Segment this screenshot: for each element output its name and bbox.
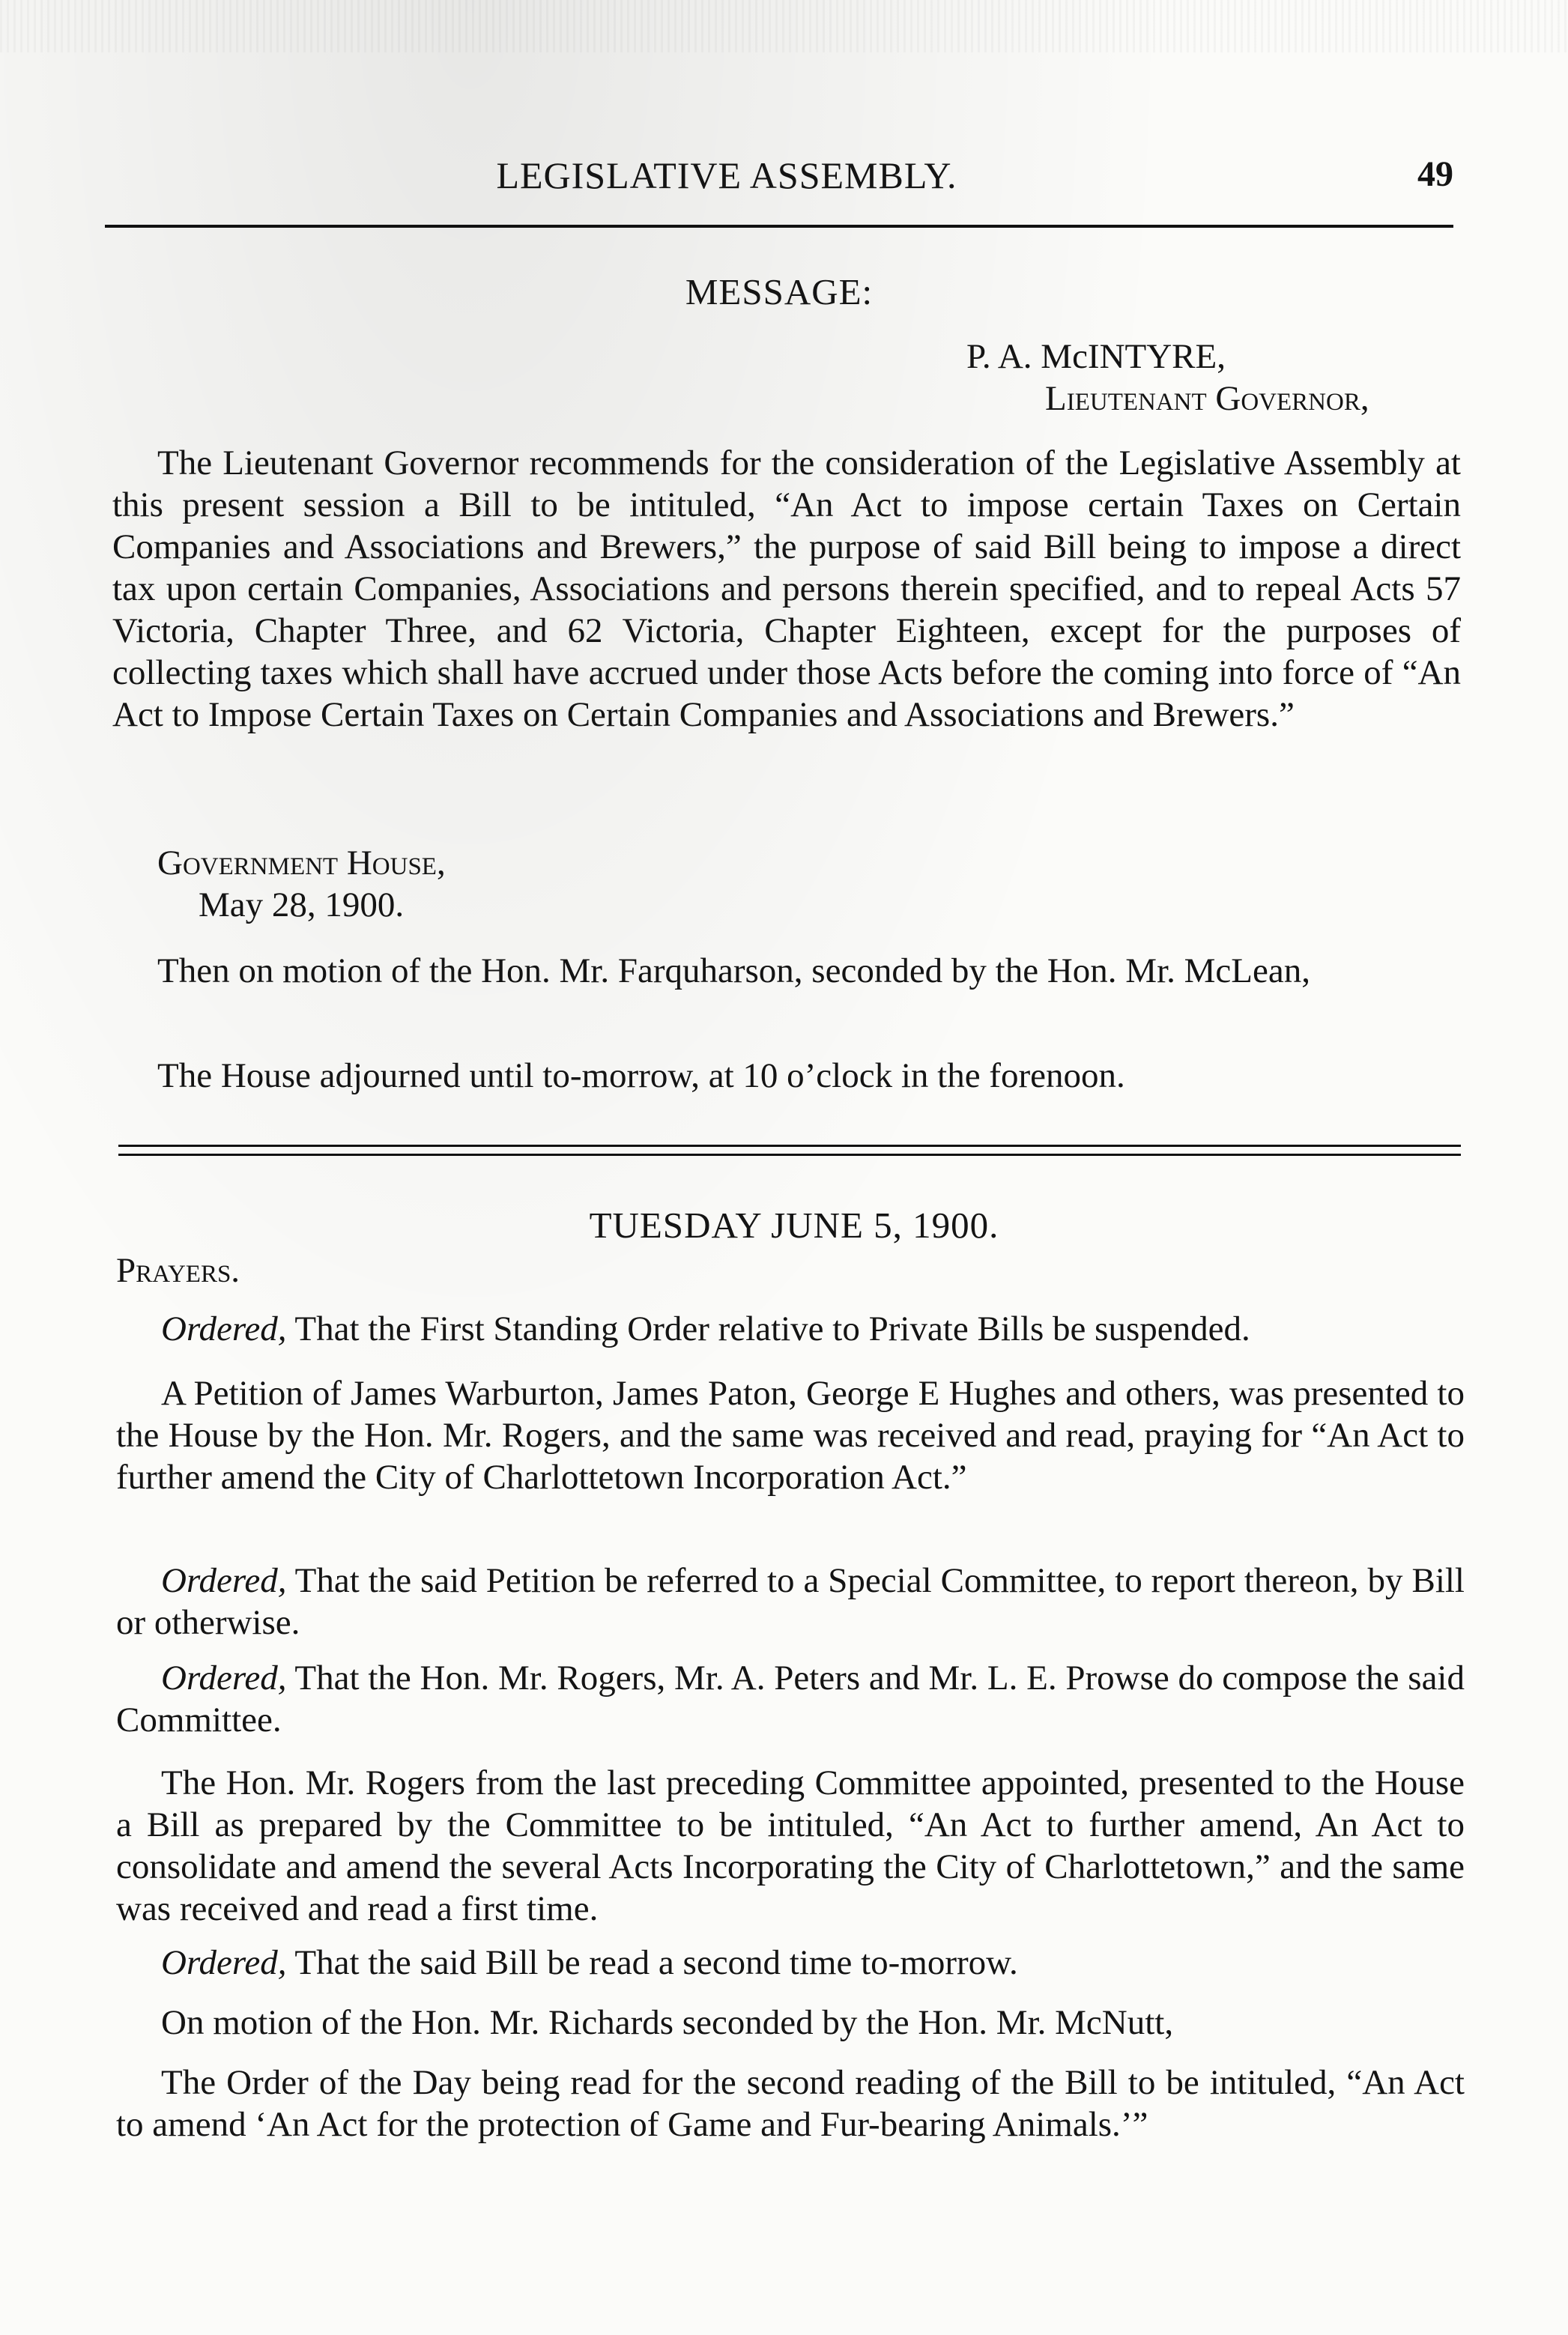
order-day-text: The Order of the Day being read for the second reading of the Bill to be intituled, “An Act to amend ‘An Act for the protection of Game and Fur-bearing Animals.’” — [116, 2063, 1465, 2144]
ordered-lead: Ordered, — [161, 1561, 287, 1600]
ordered-lead: Ordered, — [161, 1943, 287, 1982]
section-double-rule-bottom — [118, 1154, 1461, 1156]
motion-text: On motion of the Hon. Mr. Richards seconded by the Hon. Mr. McNutt, — [161, 2003, 1174, 2042]
order-compose-committee — [116, 1657, 1465, 1741]
scan-edge-texture — [0, 0, 1568, 52]
running-title: LEGISLATIVE ASSEMBLY. — [496, 154, 957, 196]
message-heading: MESSAGE: — [685, 271, 874, 312]
adjournment-text: The House adjourned until to-morrow, at 10 o’clock in the forenoon. — [157, 1056, 1125, 1095]
session-date-heading: TUESDAY JUNE 5, 1900. — [589, 1205, 999, 1246]
order-text: That the First Standing Order relative to Private Bills be suspended. — [286, 1309, 1250, 1348]
bill-text: The Hon. Mr. Rogers from the last preceding Committee appointed, presented to the House a Bill as prepared by the Committee to be intituled, “An Act to further amend, An Act to consolidate and amend the several Acts Incorporating the City of Charlottetown,” and the same was received and read a first time. — [116, 1763, 1465, 1928]
page-number: 49 — [1417, 154, 1453, 194]
order-text: That the said Petition be referred to a Special Committee, to report thereon, by Bill or otherwise. — [116, 1561, 1465, 1642]
signer-name: P. A. McINTYRE, — [966, 337, 1226, 376]
message-place: Government House, — [157, 844, 446, 882]
ordered-lead: Ordered, — [161, 1659, 287, 1698]
order-suspend-standing-order — [116, 1308, 1465, 1350]
prayers-label: Prayers. — [116, 1251, 240, 1290]
order-of-the-day-paragraph — [116, 2062, 1465, 2145]
order-text: That the Hon. Mr. Rogers, Mr. A. Peters and Mr. L. E. Prowse do compose the said Committee. — [116, 1659, 1465, 1739]
motion-richards — [116, 2002, 1465, 2044]
ordered-lead: Ordered, — [161, 1309, 287, 1348]
signer-title: Lieutenant Governor, — [1045, 379, 1369, 418]
petition-text: A Petition of James Warburton, James Paton, George E Hughes and others, was presented to the House by the Hon. Mr. Rogers, and the same was received and read, praying for “An Act to further amend the City of Charlottetown Incorporation Act.” — [116, 1374, 1465, 1497]
running-header — [112, 154, 1461, 199]
motion-text: Then on motion of the Hon. Mr. Farquharson, seconded by the Hon. Mr. McLean, — [157, 951, 1310, 990]
committee-bill-paragraph — [116, 1762, 1465, 1930]
order-refer-petition — [116, 1560, 1465, 1644]
message-date: May 28, 1900. — [199, 885, 405, 924]
order-text: That the said Bill be read a second time to-morrow. — [286, 1943, 1018, 1982]
petition-paragraph — [116, 1372, 1465, 1498]
order-second-reading — [116, 1942, 1465, 1984]
message-body: The Lieutenant Governor recommends for the consideration of the Legislative Assembly at this present session a Bill to be intituled, “An Act to impose certain Taxes on Certain Companies and Associations and Brewers,” the purpose of said Bill being to impose a direct tax upon certain Companies, Associations and persons therein specified, and to repeal Acts 57 Victoria, Chapter Three, and 62 Victoria, Chapter Eighteen, except for the purposes of collecting taxes which shall have accrued under those Acts before the coming into force of “An Act to Impose Certain Taxes on Certain Companies and Associations and Brewers.” — [112, 443, 1461, 734]
section-double-rule-top — [118, 1145, 1461, 1147]
header-rule — [105, 225, 1453, 228]
